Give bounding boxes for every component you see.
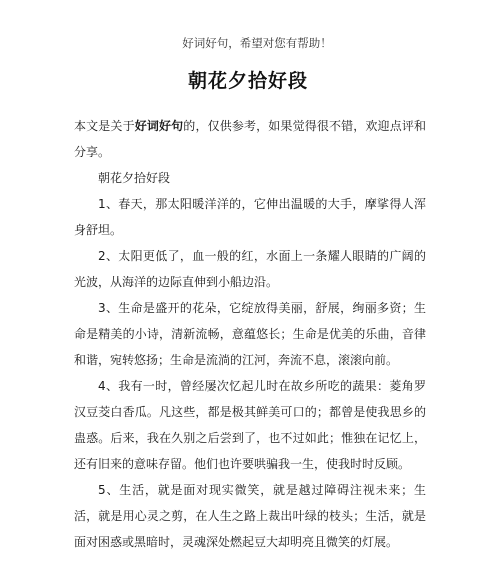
section-heading: 朝花夕拾好段 <box>98 171 171 185</box>
paragraph-4: 4、我有一时，曾经屡次忆起儿时在故乡所吃的蔬果：菱角罗汉豆茭白香瓜。凡这些，都是极其鲜美可口的；都曾是使我思乡的蛊惑。后来，我在久别之后尝到了，也不过如此；惟独在记忆上，还有旧来的意味存留。他们也许要哄骗我一生，使我时时反顾。 <box>74 379 426 471</box>
intro-suffix: 的，仅供参考，如果觉得很不错，欢迎点评和分享。 <box>74 119 426 159</box>
paragraph-5: 5、生活，就是面对现实微笑，就是越过障碍注视未来；生活，就是用心灵之剪，在人生之路上裁出叶绿的枝头；生活，就是面对困惑或黑暗时，灵魂深处燃起豆大却明亮且微笑的灯展。 <box>74 483 426 549</box>
document-body <box>74 113 426 555</box>
paragraph-3: 3、生命是盛开的花朵，它绽放得美丽，舒展，绚丽多资；生命是精美的小诗，清新流畅，意蕴悠长；生命是优美的乐曲，音律和谐，宛转悠扬；生命是流淌的江河，奔流不息，滚滚向前。 <box>74 301 426 367</box>
paragraph-2: 2、太阳更低了，血一般的红，水面上一条耀人眼睛的广阔的光波，从海洋的边际直伸到小船边沿。 <box>74 249 426 289</box>
intro-prefix: 本文是关于 <box>74 119 135 133</box>
document-title: 朝花夕拾好段 <box>187 70 308 92</box>
header-note: 好词好句，希望对您有帮助！ <box>182 36 332 50</box>
intro-keyword: 好词好句 <box>134 119 184 133</box>
intro-paragraph <box>74 113 426 165</box>
paragraph-1: 1、春天，那太阳暖洋洋的，它伸出温暖的大手，摩挲得人浑身舒坦。 <box>74 197 426 237</box>
